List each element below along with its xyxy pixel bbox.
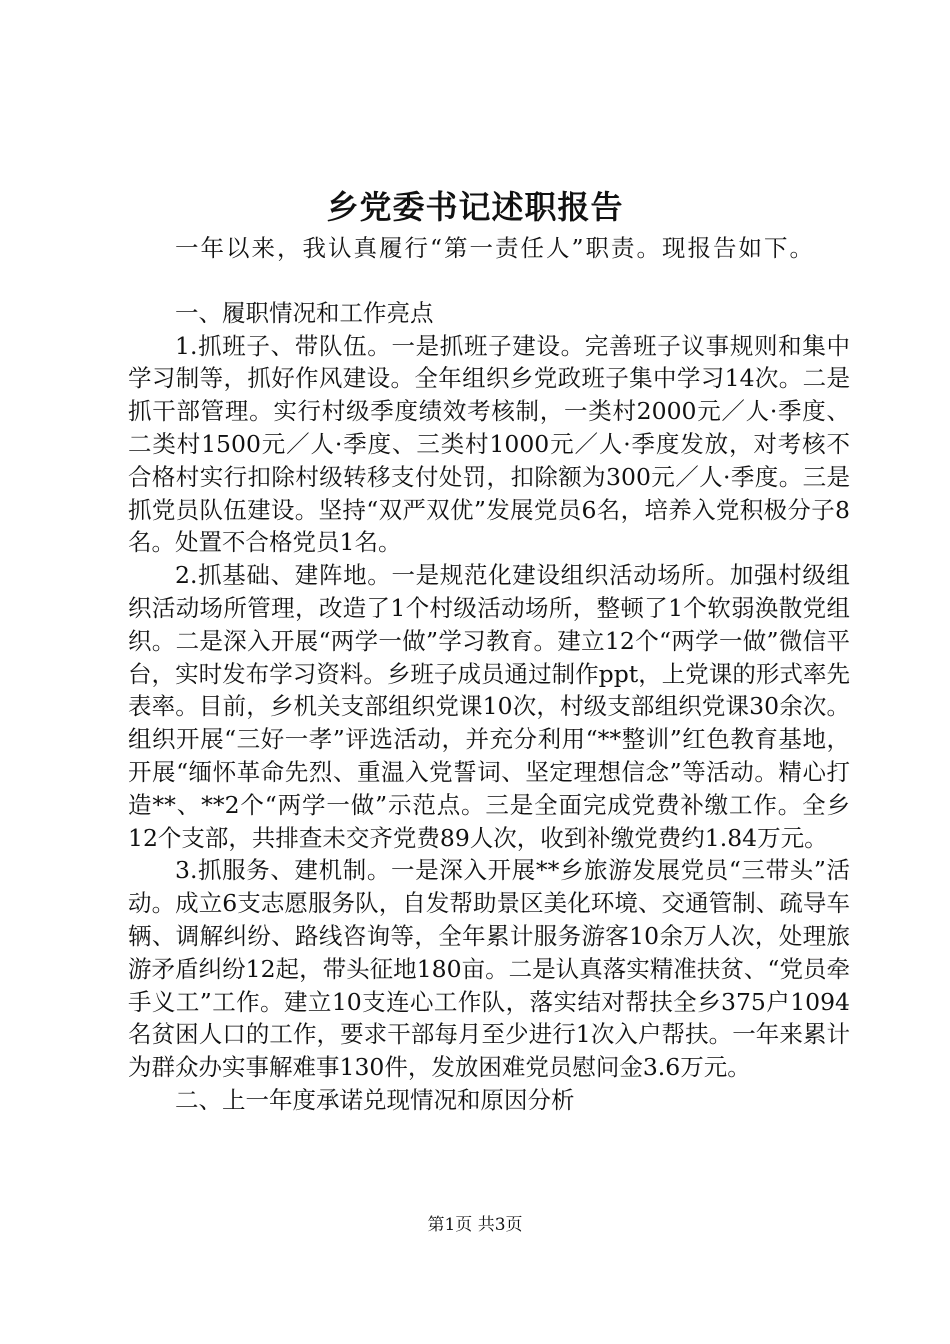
paragraph-1: 1.抓班子、带队伍。一是抓班子建设。完善班子议事规则和集中学习制等，抓好作风建设。全年组织乡党政班子集中学习14次。二是抓干部管理。实行村级季度绩效考核制，一类村2000元／人·季度、二类村1500元／人·季度、三类村1000元／人·季度发放，对考核不合格村实行扣除村级转移支付处罚，扣除额为300元／人·季度。三是抓党员队伍建设。坚持“双严双优”发展党员6名，培养入党积极分子8名。处置不合格党员1名。 <box>128 331 850 557</box>
intro-paragraph: 一年以来，我认真履行“第一责任人”职责。现报告如下。 <box>175 234 816 262</box>
document-body <box>128 232 850 1117</box>
paragraph-2: 2.抓基础、建阵地。一是规范化建设组织活动场所。加强村级组织活动场所管理，改造了1个村级活动场所，整顿了1个软弱涣散党组织。二是深入开展“两学一做”学习教育。建立12个“两学一做”微信平台，实时发布学习资料。乡班子成员通过制作ppt，上党课的形式率先表率。目前，乡机关支部组织党课10次，村级支部组织党课30余次。组织开展“三好一孝”评选活动，并充分利用“**整训”红色教育基地，开展“缅怀革命先烈、重温入党誓词、坚定理想信念”等活动。精心打造**、**2个“两学一做”示范点。三是全面完成党费补缴工作。全乡12个支部，共排查未交齐党费89人次，收到补缴党费约1.84万元。 <box>128 561 850 852</box>
document-title: 乡党委书记述职报告 <box>326 188 624 226</box>
page-indicator: 第1页 共3页 <box>427 1215 523 1235</box>
section-heading-2: 二、上一年度承诺兑现情况和原因分析 <box>175 1085 575 1114</box>
section-heading-1: 一、履职情况和工作亮点 <box>175 298 434 327</box>
paragraph-3: 3.抓服务、建机制。一是深入开展**乡旅游发展党员“三带头”活动。成立6支志愿服务队，自发帮助景区美化环境、交通管制、疏导车辆、调解纠纷、路线咨询等，全年累计服务游客10余万人次，处理旅游矛盾纠纷12起，带头征地180亩。二是认真落实精准扶贫、“党员牵手义工”工作。建立10支连心工作队，落实结对帮扶全乡375户1094名贫困人口的工作，要求干部每月至少进行1次入户帮扶。一年来累计为群众办实事解难事130件，发放困难党员慰问金3.6万元。 <box>128 856 850 1082</box>
